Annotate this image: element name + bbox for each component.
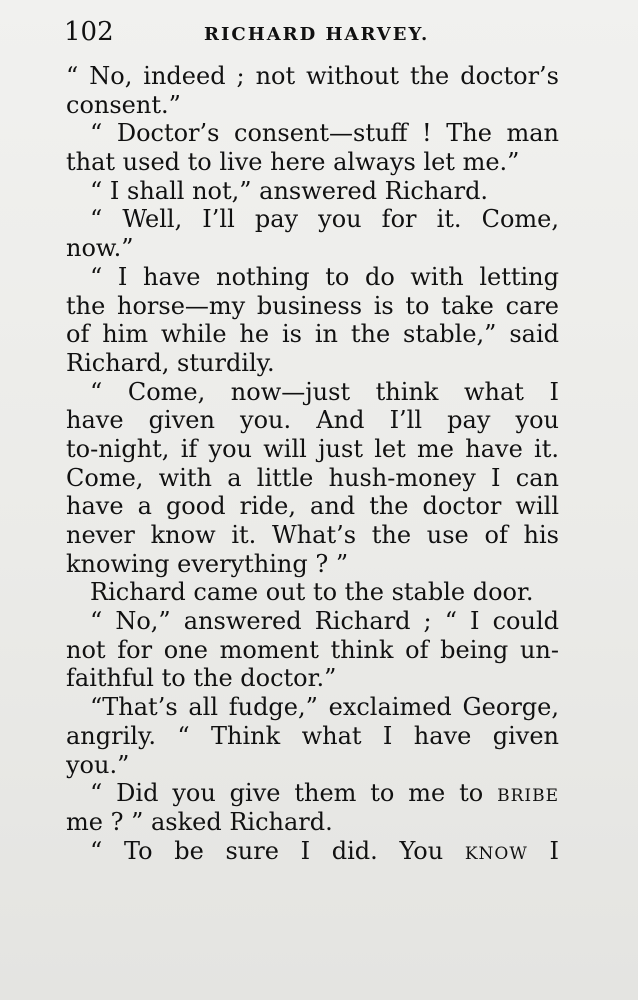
text-line-content: to-night, if you will just let me have it. bbox=[66, 434, 559, 463]
text-line-content: Richard, sturdily. bbox=[66, 348, 275, 377]
text-line-content: me ? ” asked Richard. bbox=[66, 807, 333, 836]
text-line bbox=[66, 751, 559, 780]
text-line-content: now.” bbox=[66, 234, 134, 263]
text-line bbox=[66, 464, 559, 493]
text-line bbox=[66, 550, 559, 579]
text-line-content: “ Did you give them to me to bbox=[90, 779, 498, 808]
text-line bbox=[66, 234, 559, 263]
text-line bbox=[66, 320, 559, 349]
text-line-content: “ To be sure I did. You bbox=[90, 836, 465, 865]
text-line-content: “ Well, I’ll pay you for it. Come, bbox=[90, 205, 559, 234]
text-line bbox=[66, 292, 559, 321]
text-line-content: Richard came out to the stable door. bbox=[90, 578, 534, 607]
text-line bbox=[66, 148, 559, 177]
text-line-content: “That’s all fudge,” exclaimed George, bbox=[90, 693, 559, 722]
text-line-content: have given you. And I’ll pay you bbox=[66, 406, 559, 435]
text-line bbox=[66, 664, 559, 693]
small-caps-word: bribe bbox=[497, 779, 559, 808]
text-line-content: angrily. “ Think what I have given bbox=[66, 721, 559, 750]
text-line-content: never know it. What’s the use of his bbox=[66, 521, 559, 549]
text-line bbox=[66, 607, 559, 636]
running-head: RICHARD HARVEY. bbox=[204, 24, 430, 45]
text-line bbox=[66, 378, 559, 407]
text-line bbox=[66, 578, 559, 607]
text-line bbox=[66, 779, 559, 808]
text-line-content: have a good ride, and the doctor will bbox=[66, 492, 559, 521]
text-line bbox=[66, 435, 559, 464]
text-line bbox=[66, 406, 559, 435]
text-line bbox=[66, 521, 559, 550]
text-line-content: you.” bbox=[66, 750, 130, 779]
text-line-content: “ I have nothing to do with letting bbox=[90, 262, 559, 291]
text-line bbox=[66, 91, 559, 120]
text-line bbox=[66, 492, 559, 521]
text-line-content: knowing everything ? ” bbox=[66, 549, 349, 578]
body-text bbox=[66, 62, 559, 865]
text-line bbox=[66, 349, 559, 378]
text-line-content: “ No, indeed ; not without the doctor’s bbox=[66, 62, 559, 90]
text-line bbox=[66, 837, 559, 866]
text-line bbox=[66, 119, 559, 148]
text-line-content: not for one moment think of being un- bbox=[66, 635, 559, 664]
text-line bbox=[66, 205, 559, 234]
text-line-content: “ No,” answered Richard ; “ I could bbox=[90, 607, 559, 636]
text-line-tail: I bbox=[527, 836, 559, 865]
page-header bbox=[64, 12, 564, 52]
text-line bbox=[66, 808, 559, 837]
text-line-content: “ Come, now—just think what I bbox=[90, 377, 559, 406]
text-line-content: Come, with a little hush-money I can bbox=[66, 463, 559, 492]
text-line bbox=[66, 62, 559, 91]
text-line bbox=[66, 722, 559, 751]
text-line bbox=[66, 177, 559, 206]
text-line-content: “ Doctor’s consent—stuff ! The man bbox=[90, 119, 559, 148]
text-line-content: “ I shall not,” answered Richard. bbox=[90, 176, 489, 205]
small-caps-word: know bbox=[464, 836, 528, 865]
text-line-content: that used to live here always let me.” bbox=[66, 148, 520, 177]
text-line bbox=[66, 636, 559, 665]
text-line-content: of him while he is in the stable,” said bbox=[66, 320, 559, 349]
page-number: 102 bbox=[64, 17, 114, 47]
text-line bbox=[66, 263, 559, 292]
text-line-content: the horse—my business is to take care bbox=[66, 291, 559, 320]
text-line-content: consent.” bbox=[66, 90, 181, 119]
text-line-content: faithful to the doctor.” bbox=[66, 664, 337, 693]
text-line bbox=[66, 693, 559, 722]
